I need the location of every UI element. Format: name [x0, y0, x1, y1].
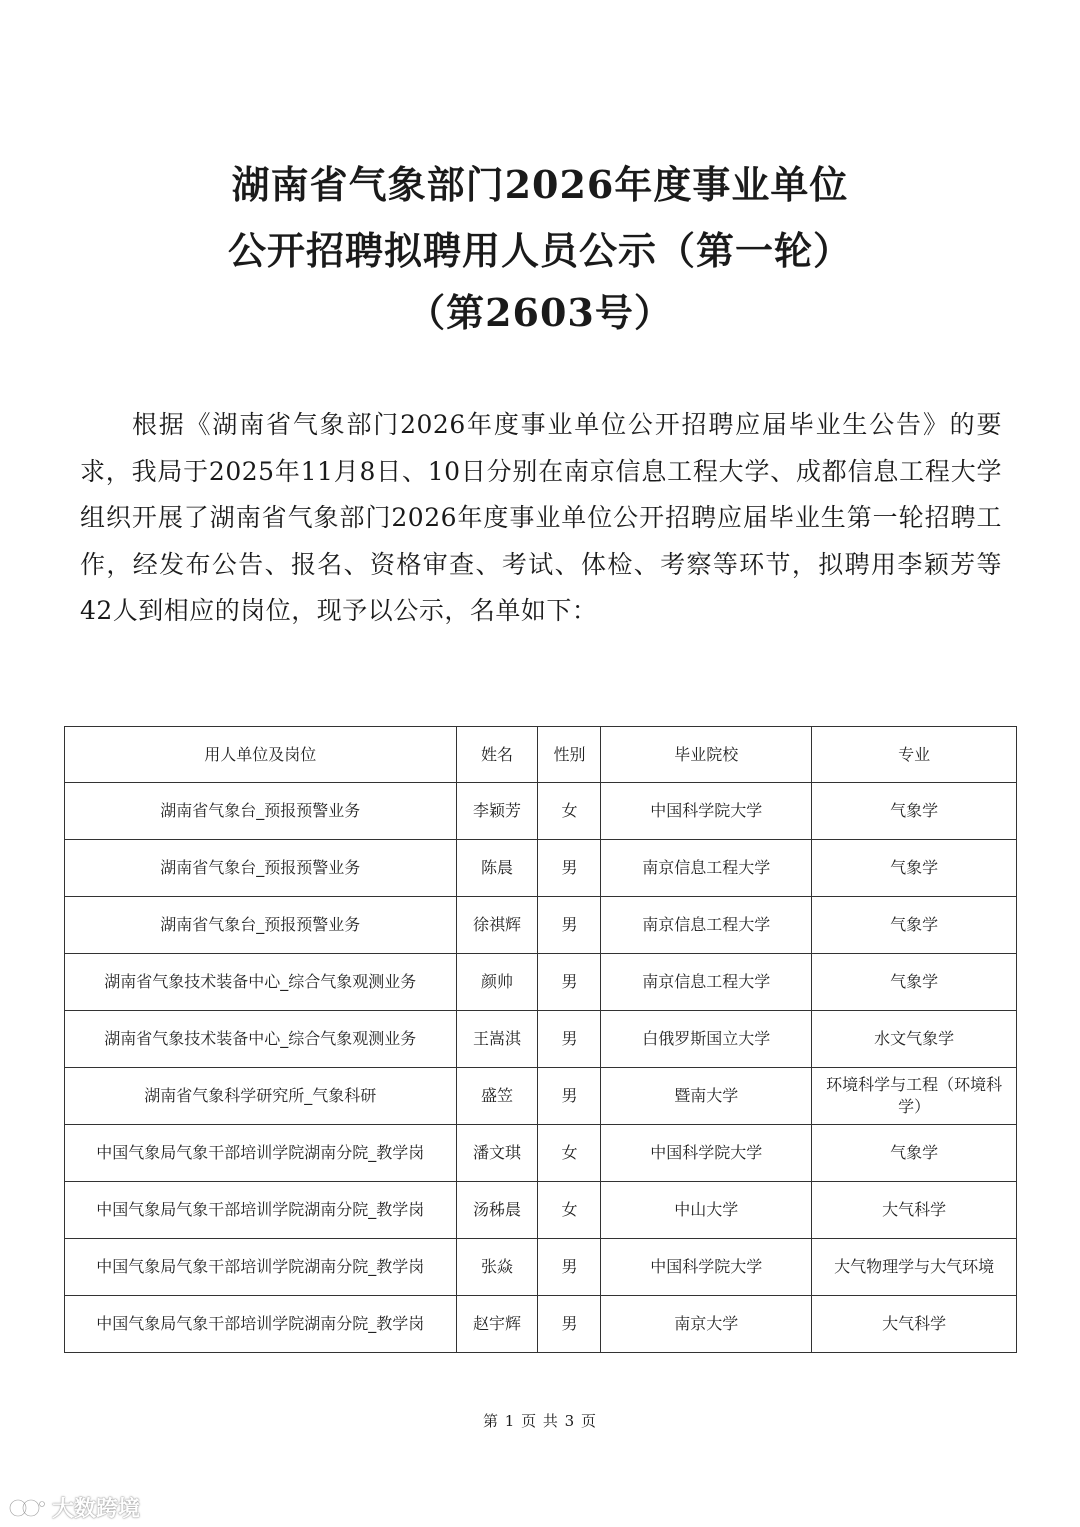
cell-gender: 女 — [538, 1125, 601, 1182]
cell-name: 张焱 — [456, 1239, 538, 1296]
cell-name: 潘文琪 — [456, 1125, 538, 1182]
cell-gender: 男 — [538, 1011, 601, 1068]
header-gender: 性别 — [538, 727, 601, 783]
watermark-text: 大数跨境 — [52, 1497, 141, 1522]
cell-major: 环境科学与工程（环境科学） — [812, 1068, 1017, 1125]
cell-unit: 湖南省气象台_预报预警业务 — [65, 783, 457, 840]
table-row — [65, 1125, 1017, 1182]
cell-major: 大气物理学与大气环境 — [812, 1239, 1017, 1296]
cell-gender: 男 — [538, 1068, 601, 1125]
cell-gender: 男 — [538, 1239, 601, 1296]
cell-school: 中山大学 — [601, 1182, 812, 1239]
cell-unit: 中国气象局气象干部培训学院湖南分院_教学岗 — [65, 1239, 457, 1296]
cell-school: 南京信息工程大学 — [601, 954, 812, 1011]
header-name: 姓名 — [456, 727, 538, 783]
cell-gender: 男 — [538, 1296, 601, 1353]
cell-name: 盛笠 — [456, 1068, 538, 1125]
cell-name: 陈晨 — [456, 840, 538, 897]
page-indicator: 第 1 页 共 3 页 — [483, 1412, 597, 1430]
table-row — [65, 1182, 1017, 1239]
table-row — [65, 840, 1017, 897]
cell-school: 南京信息工程大学 — [601, 897, 812, 954]
cell-unit: 湖南省气象科学研究所_气象科研 — [65, 1068, 457, 1125]
cell-name: 汤秭晨 — [456, 1182, 538, 1239]
table-row — [65, 1068, 1017, 1125]
header-school: 毕业院校 — [601, 727, 812, 783]
cell-gender: 男 — [538, 840, 601, 897]
cell-school: 白俄罗斯国立大学 — [601, 1011, 812, 1068]
cell-gender: 女 — [538, 1182, 601, 1239]
cell-name: 王嵩淇 — [456, 1011, 538, 1068]
cell-major: 水文气象学 — [812, 1011, 1017, 1068]
announcement-paragraph: 根据《湖南省气象部门2026年度事业单位公开招聘应届毕业生公告》的要求，我局于2025年11月8日、10日分别在南京信息工程大学、成都信息工程大学组织开展了湖南省气象部门2026年度事业单位公开招聘应届毕业生第一轮招聘工作，经发布公告、报名、资格审查、考试、体检、考察等环节，拟聘用李颖芳等42人到相应的岗位，现予以公示，名单如下： — [80, 410, 1002, 625]
title-line-3: （第2603号） — [407, 290, 673, 335]
cell-school: 中国科学院大学 — [601, 1239, 812, 1296]
cell-gender: 男 — [538, 954, 601, 1011]
table-row — [65, 1239, 1017, 1296]
cell-major: 气象学 — [812, 1125, 1017, 1182]
cell-major: 气象学 — [812, 954, 1017, 1011]
cell-major: 大气科学 — [812, 1296, 1017, 1353]
table-row — [65, 783, 1017, 840]
cell-unit: 中国气象局气象干部培训学院湖南分院_教学岗 — [65, 1296, 457, 1353]
watermark-logo-icon — [8, 1496, 48, 1520]
cell-major: 气象学 — [812, 897, 1017, 954]
cell-major: 气象学 — [812, 840, 1017, 897]
cell-school: 中国科学院大学 — [601, 1125, 812, 1182]
cell-unit: 湖南省气象台_预报预警业务 — [65, 897, 457, 954]
cell-name: 赵宇辉 — [456, 1296, 538, 1353]
cell-unit: 中国气象局气象干部培训学院湖南分院_教学岗 — [65, 1182, 457, 1239]
watermark — [8, 1492, 140, 1523]
cell-school: 暨南大学 — [601, 1068, 812, 1125]
cell-unit: 湖南省气象技术装备中心_综合气象观测业务 — [65, 1011, 457, 1068]
cell-gender: 女 — [538, 783, 601, 840]
cell-name: 李颖芳 — [456, 783, 538, 840]
table-row — [65, 1296, 1017, 1353]
table-row — [65, 1011, 1017, 1068]
cell-gender: 男 — [538, 897, 601, 954]
header-major: 专业 — [812, 727, 1017, 783]
cell-name: 徐祺辉 — [456, 897, 538, 954]
title-line-2: 公开招聘拟聘用人员公示（第一轮） — [227, 228, 852, 273]
cell-name: 颜帅 — [456, 954, 538, 1011]
table-header-row — [65, 727, 1017, 783]
cell-unit: 中国气象局气象干部培训学院湖南分院_教学岗 — [65, 1125, 457, 1182]
cell-school: 南京大学 — [601, 1296, 812, 1353]
cell-unit: 湖南省气象技术装备中心_综合气象观测业务 — [65, 954, 457, 1011]
cell-major: 气象学 — [812, 783, 1017, 840]
table-row — [65, 897, 1017, 954]
cell-major: 大气科学 — [812, 1182, 1017, 1239]
hire-list-table — [64, 726, 1017, 1353]
header-unit: 用人单位及岗位 — [65, 727, 457, 783]
cell-school: 中国科学院大学 — [601, 783, 812, 840]
table-row — [65, 954, 1017, 1011]
cell-unit: 湖南省气象台_预报预警业务 — [65, 840, 457, 897]
cell-school: 南京信息工程大学 — [601, 840, 812, 897]
title-line-1: 湖南省气象部门2026年度事业单位 — [231, 162, 849, 207]
